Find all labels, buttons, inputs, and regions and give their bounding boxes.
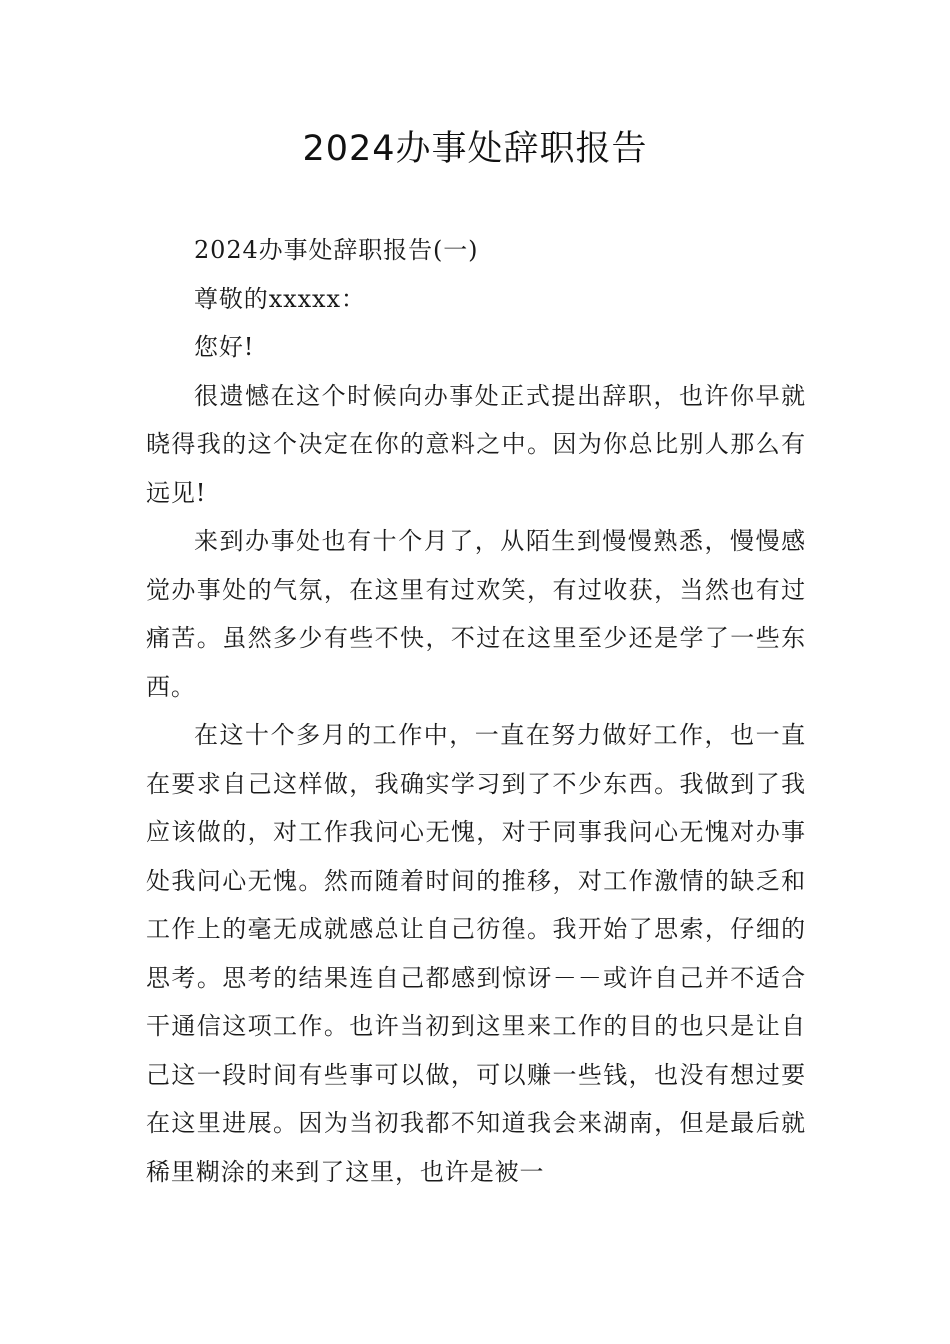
greeting: 您好! [194, 333, 255, 361]
document-title: 2024办事处辞职报告 [302, 129, 648, 169]
document-body [146, 226, 806, 1196]
body-paragraph: 在这十个多月的工作中，一直在努力做好工作，也一直在要求自己这样做，我确实学习到了不少东西。我做到了我应该做的，对工作我问心无愧，对于同事我问心无愧对办事处我问心无愧。然而随着时间的推移，对工作激情的缺乏和工作上的毫无成就感总让自己彷徨。我开始了思索，仔细的思考。思考的结果连自己都感到惊讶－－或许自己并不适合干通信这项工作。也许当初到这里来工作的目的也只是让自己这一段时间有些事可以做，可以赚一些钱，也没有想过要在这里进展。因为当初我都不知道我会来湖南，但是最后就稀里糊涂的来到了这里，也许是被一 [146, 721, 806, 1186]
body-paragraph: 很遗憾在这个时候向办事处正式提出辞职，也许你早就晓得我的这个决定在你的意料之中。因为你总比别人那么有远见! [146, 381, 806, 507]
salutation: 尊敬的xxxxx： [194, 284, 366, 313]
section-heading: 2024办事处辞职报告(一) [194, 236, 479, 264]
body-paragraph: 来到办事处也有十个月了，从陌生到慢慢熟悉，慢慢感觉办事处的气氛，在这里有过欢笑，有过收获，当然也有过痛苦。虽然多少有些不快，不过在这里至少还是学了一些东西。 [146, 527, 806, 701]
